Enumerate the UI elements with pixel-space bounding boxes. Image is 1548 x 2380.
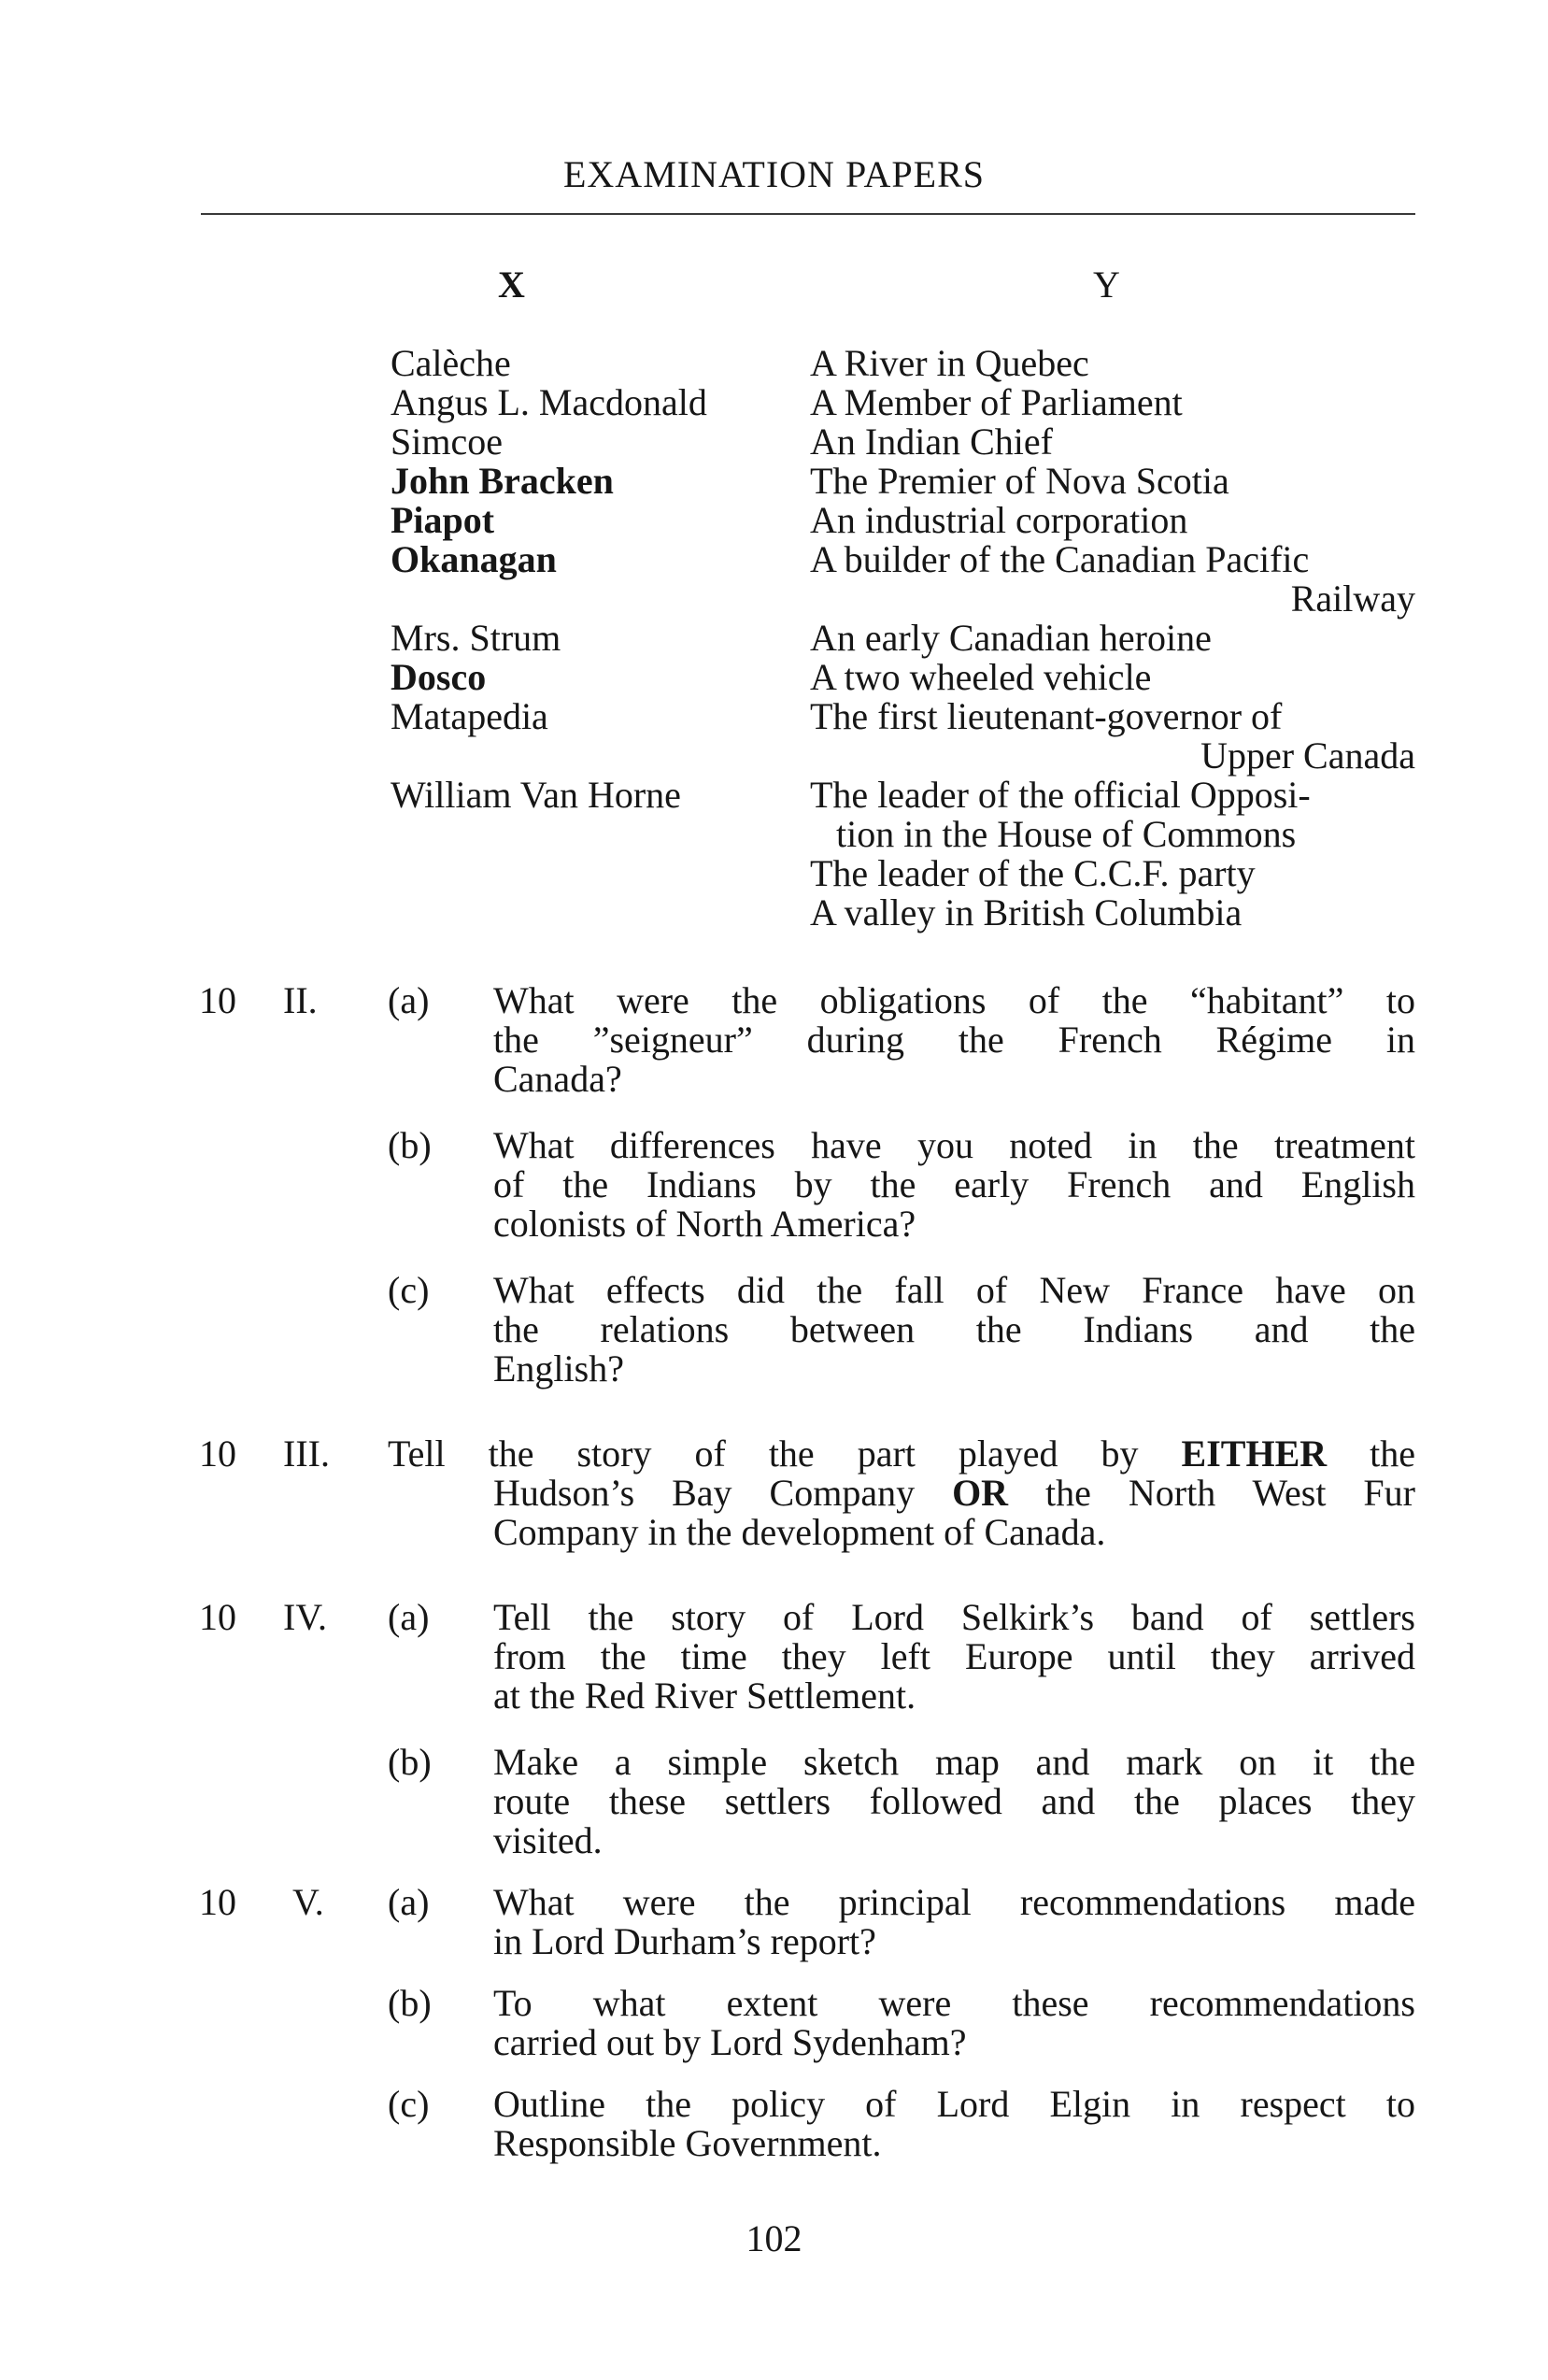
- part-label: (b): [388, 1741, 432, 1783]
- x-item: Dosco: [391, 656, 487, 698]
- column-x-heading: X: [498, 264, 525, 306]
- part-text: Outline the policy of Lord Elgin in respect to Responsible Government.: [493, 2083, 1415, 2164]
- x-item: Angus L. Macdonald: [391, 381, 707, 423]
- part-label: (a): [388, 1881, 430, 1923]
- x-item: Matapedia: [391, 695, 548, 737]
- x-item: John Bracken: [391, 460, 614, 502]
- x-item: William Van Horne: [391, 774, 681, 816]
- header-rule: [201, 213, 1415, 215]
- y-item: A builder of the Canadian Pacific: [810, 538, 1310, 580]
- y-item: An industrial corporation: [810, 499, 1188, 541]
- x-item: Piapot: [391, 499, 495, 541]
- part-label: (b): [388, 1124, 432, 1166]
- part-text: What differences have you noted in the treatment of the Indians by the early French and English colonists of North America?: [493, 1124, 1415, 1245]
- part-text: What were the principal recommendations made in Lord Durham’s report?: [493, 1881, 1415, 1962]
- part-label: (c): [388, 1269, 430, 1311]
- part-text: What were the obligations of the “habitant” to the ”seigneur” during the French Régime in Canada?: [493, 979, 1415, 1100]
- question-number: IV.: [283, 1596, 328, 1638]
- question-marks: 10: [199, 1881, 236, 1923]
- page-header: EXAMINATION PAPERS: [562, 153, 986, 195]
- y-item: A two wheeled vehicle: [810, 656, 1152, 698]
- part-label: (c): [388, 2083, 430, 2125]
- y-item: The leader of the official Opposi-: [810, 774, 1311, 816]
- part-label: (a): [388, 979, 430, 1021]
- column-y-heading: Y: [1093, 264, 1120, 306]
- part-text: What effects did the fall of New France have on the relations between the Indians and the English?: [493, 1269, 1415, 1390]
- y-item: Railway: [1290, 577, 1415, 620]
- x-item: Mrs. Strum: [391, 617, 561, 659]
- part-text: Tell the story of Lord Selkirk’s band of settlers from the time they left Europe until they arrived at the Red River Settlement.: [493, 1596, 1415, 1717]
- y-item: The Premier of Nova Scotia: [810, 460, 1229, 502]
- y-item: A valley in British Columbia: [810, 891, 1243, 933]
- question-number: II.: [283, 979, 318, 1021]
- y-item: Upper Canada: [1200, 734, 1415, 777]
- y-item: An Indian Chief: [810, 420, 1053, 463]
- question-number: V.: [292, 1881, 324, 1923]
- x-item: Simcoe: [391, 420, 503, 463]
- column-y-list: [810, 344, 1415, 933]
- x-item: Okanagan: [391, 538, 557, 580]
- part-label: (a): [388, 1596, 430, 1638]
- y-item: The first lieutenant-governor of: [810, 695, 1283, 737]
- question-marks: 10: [199, 1432, 236, 1475]
- y-item: The leader of the C.C.F. party: [810, 852, 1256, 894]
- y-item: A River in Quebec: [810, 342, 1089, 384]
- y-item: An early Canadian heroine: [810, 617, 1212, 659]
- y-item: A Member of Parliament: [810, 381, 1183, 423]
- y-item: tion in the House of Commons: [836, 813, 1297, 855]
- part-text: To what extent were these recommendations carried out by Lord Sydenham?: [493, 1982, 1415, 2063]
- question-marks: 10: [199, 979, 236, 1021]
- question-text: Tell the story of the part played by EITHER the Hudson’s Bay Company OR the North West Fur Company in the development of Canada.: [388, 1432, 1416, 1553]
- column-x-list: [391, 344, 783, 815]
- x-item: Calèche: [391, 342, 511, 384]
- part-label: (b): [388, 1982, 432, 2024]
- page-number: 102: [746, 2217, 802, 2259]
- question-number: III.: [283, 1432, 330, 1475]
- question-marks: 10: [199, 1596, 236, 1638]
- part-text: Make a simple sketch map and mark on it the route these settlers followed and the places they visited.: [493, 1741, 1415, 1861]
